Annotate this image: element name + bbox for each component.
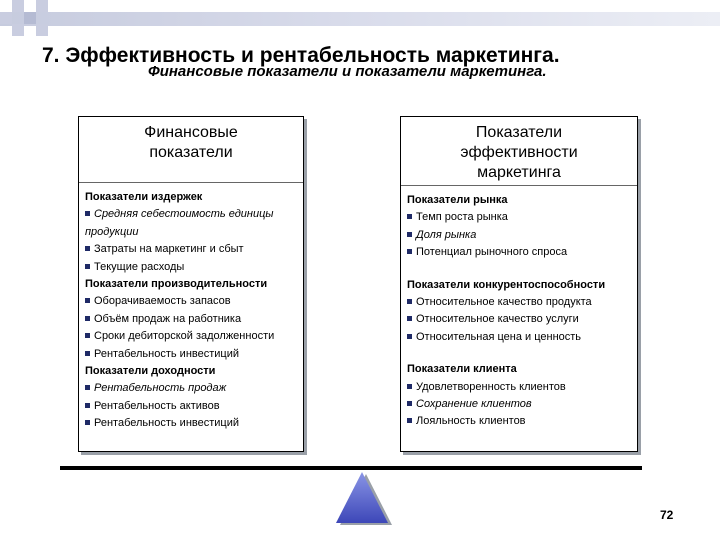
list-item <box>85 259 299 276</box>
square-bullet-icon <box>407 334 412 339</box>
list-section-heading-text: Показатели доходности <box>85 365 216 378</box>
list-item-text: Рентабельность инвестиций <box>94 347 240 360</box>
decorative-header-stripe <box>0 12 720 26</box>
checker-cell <box>12 24 24 36</box>
list-item <box>85 380 299 397</box>
list-item-text: Текущие расходы <box>94 260 185 273</box>
list-item <box>407 329 633 346</box>
list-section-heading-text: Показатели производительности <box>85 278 268 291</box>
list-item <box>85 206 299 241</box>
square-bullet-icon <box>85 316 90 321</box>
square-bullet-icon <box>407 214 412 219</box>
square-bullet-icon <box>85 420 90 425</box>
list-item-text: Рентабельность продаж <box>94 382 227 395</box>
checker-cell <box>36 0 48 12</box>
list-item <box>85 415 299 432</box>
list-item-text: Затраты на маркетинг и сбыт <box>94 243 244 256</box>
list-item <box>407 311 633 328</box>
decorative-checker-pattern <box>0 0 720 40</box>
list-item-text: Относительное качество услуги <box>416 313 579 326</box>
list-item-text: Потенциал рыночного спроса <box>416 246 568 259</box>
square-bullet-icon <box>407 316 412 321</box>
list-item-text: Удовлетворенность клиентов <box>416 380 566 393</box>
square-bullet-icon <box>407 299 412 304</box>
list-section-heading: Показатели клиента <box>407 363 517 376</box>
fulcrum-triangle-icon <box>334 470 394 526</box>
list-item <box>407 294 633 311</box>
list-item-text: Сроки дебиторской задолженности <box>94 330 275 343</box>
list-item-text: Лояльность клиентов <box>416 415 526 428</box>
indicator-group <box>407 277 633 347</box>
list-item-text: Относительное качество продукта <box>416 296 592 309</box>
slide-subtitle: Финансовые показатели и показатели маркетинга. <box>148 63 547 80</box>
list-section-heading <box>85 276 299 293</box>
list-item-text: Объём продаж на работника <box>94 312 242 325</box>
square-bullet-icon <box>407 401 412 406</box>
indicator-group <box>407 192 633 262</box>
slide-title: 7. Эффективность и рентабельность маркетинга. <box>42 44 560 67</box>
list-item-text: Относительная цена и ценность <box>416 330 582 343</box>
square-bullet-icon <box>85 403 90 408</box>
list-item <box>407 379 633 396</box>
financial-indicators-box <box>78 116 304 452</box>
list-item-text: Средняя себестоимость единицы продукции <box>85 208 274 238</box>
heading-line: эффективности <box>460 144 578 161</box>
list-item <box>407 227 633 244</box>
marketing-indicators-heading <box>401 117 637 186</box>
list-item <box>85 398 299 415</box>
list-item <box>85 293 299 310</box>
checker-cell <box>0 12 12 24</box>
marketing-indicators-box <box>400 116 638 452</box>
list-section-heading: Показатели конкурентоспособности <box>407 278 606 291</box>
square-bullet-icon <box>85 298 90 303</box>
list-item <box>85 241 299 258</box>
marketing-indicators-list <box>401 186 637 431</box>
list-item-text: Рентабельность активов <box>94 399 220 412</box>
financial-indicators-list <box>79 183 303 433</box>
square-bullet-icon <box>85 333 90 338</box>
list-section-heading <box>85 363 299 380</box>
list-item-text: Темп роста рынка <box>416 211 508 224</box>
list-section-heading <box>85 189 299 206</box>
heading-line: Финансовые <box>144 124 238 141</box>
checker-cell <box>12 0 24 12</box>
square-bullet-icon <box>407 418 412 423</box>
square-bullet-icon <box>407 249 412 254</box>
list-item <box>407 396 633 413</box>
square-bullet-icon <box>85 351 90 356</box>
financial-indicators-heading <box>79 117 303 183</box>
heading-line: показатели <box>149 144 233 161</box>
checker-cell <box>24 12 36 24</box>
square-bullet-icon <box>407 232 412 237</box>
list-section-heading-text: Показатели издержек <box>85 191 203 203</box>
indicator-group <box>407 361 633 431</box>
list-item <box>407 413 633 430</box>
heading-line: Показатели <box>475 124 563 141</box>
list-item-text: Сохранение клиентов <box>416 398 532 411</box>
page-number: 72 <box>660 508 674 522</box>
list-item <box>407 209 633 226</box>
list-item <box>407 244 633 261</box>
checker-cell <box>36 24 48 36</box>
square-bullet-icon <box>407 384 412 389</box>
list-section-heading: Показатели рынка <box>407 194 508 206</box>
list-item-text: Рентабельность инвестиций <box>94 417 240 430</box>
list-item <box>85 328 299 345</box>
square-bullet-icon <box>85 211 90 216</box>
square-bullet-icon <box>85 246 90 251</box>
list-item <box>85 311 299 328</box>
list-item-text: Доля рынка <box>416 228 477 241</box>
heading-line: маркетинга <box>477 164 561 181</box>
square-bullet-icon <box>85 264 90 269</box>
square-bullet-icon <box>85 385 90 390</box>
list-item <box>85 346 299 363</box>
list-item-text: Оборачиваемость запасов <box>94 295 231 308</box>
